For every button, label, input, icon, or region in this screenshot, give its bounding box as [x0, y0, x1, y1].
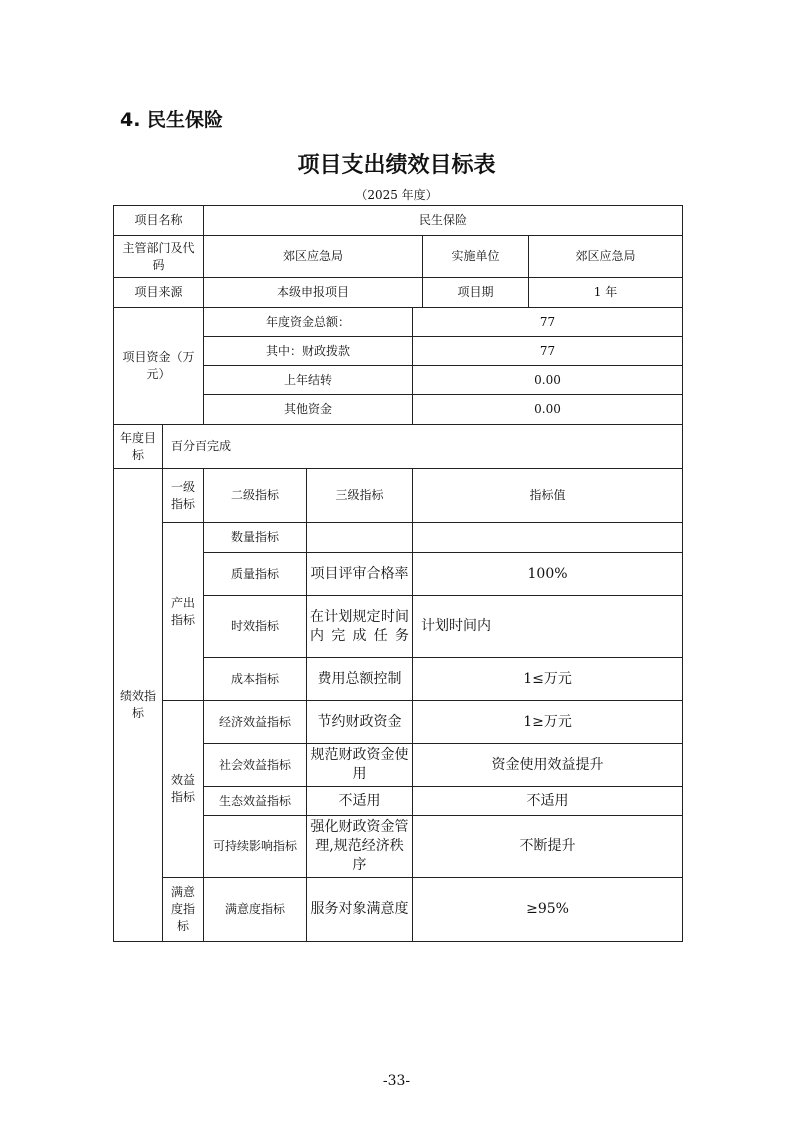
period-label: 项目期 — [423, 278, 529, 308]
table-row — [114, 701, 683, 744]
table-row — [114, 236, 683, 278]
funds-row-label: 其他资金 — [204, 395, 413, 425]
implementing-unit-label: 实施单位 — [423, 236, 529, 278]
period-value: 1 年 — [529, 278, 683, 308]
indicator-level2: 经济效益指标 — [204, 701, 307, 744]
fiscal-year: （2025 年度） — [355, 188, 438, 202]
indicator-value: 100% — [413, 553, 683, 596]
benefit-indicators-label: 效益指标 — [163, 701, 204, 878]
satisfaction-indicators-label: 满意度指标 — [163, 878, 204, 942]
annual-goal-value: 百分百完成 — [163, 425, 683, 469]
indicator-level3: 规范财政资金使用 — [307, 744, 413, 787]
indicator-level3: 在计划规定时间内完成任务 — [307, 596, 413, 658]
indicator-level2: 社会效益指标 — [204, 744, 307, 787]
indicator-value: 不断提升 — [413, 816, 683, 878]
funds-row-value: 77 — [413, 337, 683, 366]
indicator-value: 不适用 — [413, 787, 683, 816]
indicator-level3: 节约财政资金 — [307, 701, 413, 744]
table-row — [114, 206, 683, 236]
header-value: 指标值 — [413, 469, 683, 523]
indicator-level3: 费用总额控制 — [307, 658, 413, 701]
funds-row-value: 0.00 — [413, 366, 683, 395]
indicator-value: 1≥万元 — [413, 701, 683, 744]
table-row — [114, 878, 683, 942]
indicator-level3: 强化财政资金管理,规范经济秩序 — [307, 816, 413, 878]
table-row — [114, 469, 683, 523]
table-row — [114, 278, 683, 308]
funds-row-value: 0.00 — [413, 395, 683, 425]
project-name-value: 民生保险 — [204, 206, 683, 236]
funds-row-label: 年度资金总额： — [204, 308, 413, 337]
header-level2: 二级指标 — [204, 469, 307, 523]
output-indicators-label: 产出指标 — [163, 523, 204, 701]
table-row — [114, 425, 683, 469]
performance-indicators-label: 绩效指标 — [114, 469, 163, 942]
document-title: 项目支出绩效目标表 — [297, 153, 496, 178]
indicator-level3: 服务对象满意度 — [307, 878, 413, 942]
page-number: -33- — [382, 1073, 411, 1089]
indicator-level3: 项目评审合格率 — [307, 553, 413, 596]
funds-label: 项目资金（万元） — [114, 308, 204, 425]
header-level1: 一级指标 — [163, 469, 204, 523]
project-name-label: 项目名称 — [114, 206, 204, 236]
funds-row-value: 77 — [413, 308, 683, 337]
indicator-value — [413, 523, 683, 553]
source-value: 本级申报项目 — [204, 278, 423, 308]
indicator-level2: 生态效益指标 — [204, 787, 307, 816]
indicator-value: ≥95% — [413, 878, 683, 942]
funds-row-label: 上年结转 — [204, 366, 413, 395]
source-label: 项目来源 — [114, 278, 204, 308]
indicator-level2: 满意度指标 — [204, 878, 307, 942]
annual-goal-label: 年度目标 — [114, 425, 163, 469]
table-row — [114, 523, 683, 553]
indicator-value: 计划时间内 — [413, 596, 683, 658]
indicator-value: 1≤万元 — [413, 658, 683, 701]
indicator-level3: 不适用 — [307, 787, 413, 816]
indicator-level2: 质量指标 — [204, 553, 307, 596]
indicator-value: 资金使用效益提升 — [413, 744, 683, 787]
implementing-unit-value: 郊区应急局 — [529, 236, 683, 278]
indicator-level2: 可持续影响指标 — [204, 816, 307, 878]
section-title: 4. 民生保险 — [120, 109, 224, 131]
table-row — [114, 308, 683, 337]
header-level3: 三级指标 — [307, 469, 413, 523]
indicator-level2: 数量指标 — [204, 523, 307, 553]
department-label: 主管部门及代码 — [114, 236, 204, 278]
performance-target-table — [113, 205, 683, 942]
indicator-level3 — [307, 523, 413, 553]
department-value: 郊区应急局 — [204, 236, 423, 278]
funds-row-label: 其中：财政拨款 — [204, 337, 413, 366]
indicator-level2: 成本指标 — [204, 658, 307, 701]
indicator-level2: 时效指标 — [204, 596, 307, 658]
